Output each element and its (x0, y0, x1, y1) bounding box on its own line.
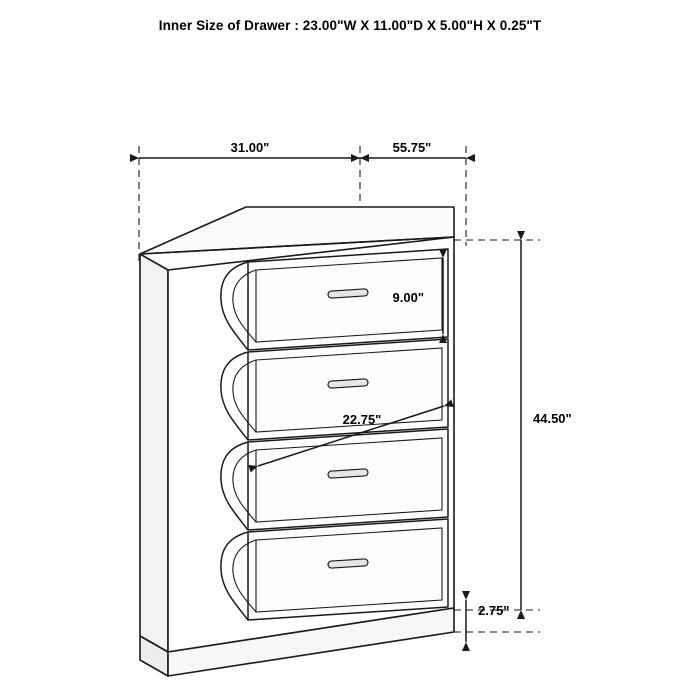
drawer-2[interactable] (221, 339, 448, 440)
drawer-3[interactable] (221, 429, 448, 530)
dimension-base-height (466, 600, 509, 642)
drawer-4[interactable] (221, 519, 448, 620)
dimension-width (139, 140, 360, 158)
dimension-drawer-height-label: 9.00" (392, 290, 424, 305)
dimension-depth (360, 140, 466, 158)
dimension-width-label: 31.00" (230, 140, 270, 155)
dimension-depth-label: 55.75" (392, 140, 432, 155)
dimension-total-height-label: 44.50" (533, 411, 572, 426)
dimension-total-height (521, 240, 572, 610)
page-title: Inner Size of Drawer : 23.00"W X 11.00"D X 5.00"H X 0.25"T (158, 18, 542, 33)
dimension-drawer-width-label: 22.75" (342, 412, 382, 427)
dimension-base-height-label: 2.75" (478, 603, 510, 618)
